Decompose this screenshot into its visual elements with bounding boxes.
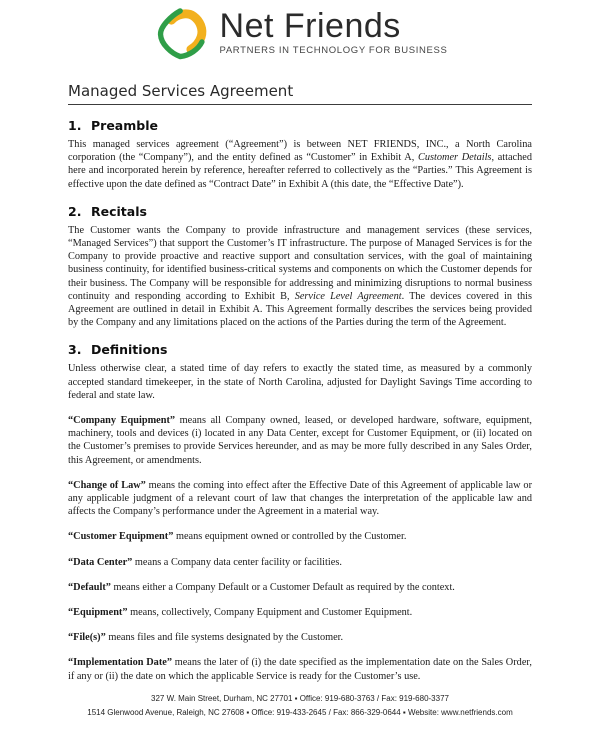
logo-tagline: PARTNERS IN TECHNOLOGY FOR BUSINESS	[219, 45, 448, 56]
definition-item-company-equipment: “Company Equipment” means all Company owned, leased, or developed hardware, software, equipment, machinery, tools and devices (i) located in any Data Center, except for Customer Equipment, or (ii) located on the Customer’s premises to provide Services hereunder, and as may be more fully described in any Sales Order, this Agreement, or amendments.	[68, 415, 532, 466]
footer	[0, 692, 600, 719]
defined-term: “Data Center”	[68, 556, 133, 568]
defined-term: “Implementation Date”	[68, 657, 172, 669]
definitions-intro-paragraph: Unless otherwise clear, a stated time of day refers to exactly the stated time, as measured by a commonly accepted standard timekeeper, in the state of North Carolina, adjusted for Daylight Savings Time according to federal and state law.	[68, 363, 532, 401]
definition-item-implementation-date: “Implementation Date” means the later of (i) the date specified as the implementation date on the Sales Order, if any or (ii) the date on which the applicable Service is ready for the Customer’s use.	[68, 657, 532, 682]
logo-wordmark: Net Friends	[219, 7, 401, 45]
section-number: 1.	[68, 118, 82, 133]
section-heading-recitals	[68, 203, 532, 220]
footer-address-line-2: 1514 Glenwood Avenue, Raleigh, NC 27608 ▪ Office: 919-433-2645 / Fax: 866-329-0644 ▪ Website: www.netfriends.com	[87, 707, 513, 717]
defined-term: “Default”	[68, 581, 111, 593]
defined-term: “Customer Equipment”	[68, 531, 174, 543]
defined-term: “Change of Law”	[68, 479, 146, 491]
section-label: Recitals	[91, 203, 147, 219]
section-label: Definitions	[91, 342, 168, 358]
section-label: Preamble	[91, 118, 158, 133]
footer-address-line-1: 327 W. Main Street, Durham, NC 27701 ▪ Office: 919-680-3763 / Fax: 919-680-3377	[151, 694, 449, 703]
recitals-paragraph: The Customer wants the Company to provide infrastructure and management services (these services, “Managed Services”) that support the Customer’s IT infrastructure. The purpose of Managed Services is for the Company to provide proactive and reactive support and consultation services, with the goal of maintaining business continuity, for identified business-critical systems and components on which the Customer depends for their business. The Company will be responsible for addressing and minimizing disruptions to normal business continuity and responding according to Exhibit B, Service Level Agreement. The devices covered in this Agreement are outlined in detail in Exhibit A. This Agreement formally describes the services being provided by the Company and any limitations placed on the actions of the Parties during the term of the Agreement.	[68, 224, 533, 329]
section-heading-definitions	[68, 341, 532, 358]
defined-term: “Company Equipment”	[68, 415, 176, 427]
definition-item-change-of-law: “Change of Law” means the coming into effect after the Effective Date of this Agreement of applicable law or any applicable judgment of a relevant court of law that changes the interpretation of the applicable law and affects the Company’s performance under the Agreement in a material way.	[68, 479, 532, 518]
preamble-paragraph: This managed services agreement (“Agreement”) is between NET FRIENDS, INC., a North Carolina corporation (the “Company”), and the entity defined as “Customer” in Exhibit A, Customer Details, attached here and incorporated herein by reference, hereafter referred to collectively as the “Parties.” This Agreement is effective upon the date defined as “Contract Date” in Exhibit A (this date, the “Effective Date”).	[68, 139, 532, 190]
logo-yellow-swoosh	[171, 14, 202, 50]
italic-exhibit-reference: Service Level Agreement	[294, 290, 402, 302]
section-heading-preamble	[68, 117, 532, 134]
definition-item-equipment: “Equipment” means, collectively, Company Equipment and Customer Equipment.	[68, 607, 413, 619]
italic-exhibit-reference: Customer Details	[417, 152, 492, 164]
definition-item-data-center: “Data Center” means a Company data center facility or facilities.	[68, 556, 342, 568]
definition-item-default: “Default” means either a Company Default or a Customer Default as required by the context.	[68, 581, 455, 593]
defined-term: “Equipment”	[68, 607, 128, 619]
document-title: Managed Services Agreement	[68, 82, 532, 105]
net-friends-logo-icon	[153, 6, 211, 61]
definition-item-customer-equipment: “Customer Equipment” means equipment owned or controlled by the Customer.	[68, 531, 407, 543]
section-number: 2.	[68, 203, 82, 219]
defined-term: “File(s)”	[68, 632, 106, 644]
section-number: 3.	[68, 342, 82, 358]
company-logo	[0, 0, 600, 70]
definition-item-files: “File(s)” means files and file systems designated by the Customer.	[68, 632, 344, 644]
logo-text-block	[220, 6, 448, 56]
